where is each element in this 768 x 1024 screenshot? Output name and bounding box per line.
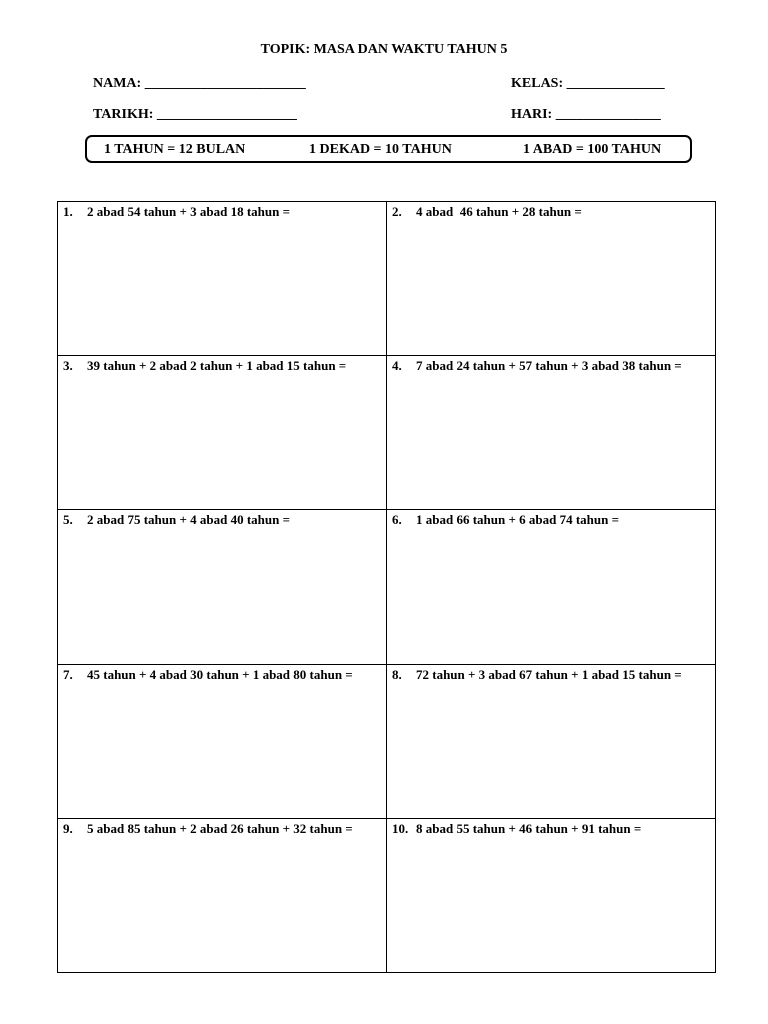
question-number: 10. xyxy=(392,820,409,836)
answer-box-9[interactable] xyxy=(58,819,387,973)
date-field[interactable]: TARIKH: ____________________ xyxy=(93,107,297,122)
question-number: 9. xyxy=(63,820,73,836)
question-text: 2 abad 75 tahun + 4 abad 40 tahun = xyxy=(87,512,291,528)
question-text: 7 abad 24 tahun + 57 tahun + 3 abad 38 tahun = xyxy=(416,358,682,374)
question-text: 1 abad 66 tahun + 6 abad 74 tahun = xyxy=(416,512,620,528)
question-text: 8 abad 55 tahun + 46 tahun + 91 tahun = xyxy=(416,820,642,836)
question-number: 1. xyxy=(63,204,73,219)
worksheet-title: TOPIK: MASA DAN WAKTU TAHUN 5 xyxy=(260,42,508,57)
answer-box-4[interactable] xyxy=(387,356,716,510)
question-8 xyxy=(392,667,713,683)
answer-box-10[interactable] xyxy=(387,819,716,973)
conversion-century-year: 1 ABAD = 100 TAHUN xyxy=(523,142,662,157)
question-text: 2 abad 54 tahun + 3 abad 18 tahun = xyxy=(87,204,291,219)
question-text: 4 abad 46 tahun + 28 tahun = xyxy=(416,204,582,219)
question-number: 7. xyxy=(63,666,73,682)
day-field[interactable]: HARI: _______________ xyxy=(511,107,661,122)
question-1 xyxy=(63,204,384,220)
question-text: 5 abad 85 tahun + 2 abad 26 tahun + 32 tahun = xyxy=(87,820,353,836)
question-number: 3. xyxy=(63,358,73,374)
answer-box-1[interactable] xyxy=(58,202,387,356)
question-10 xyxy=(392,821,713,837)
answer-box-5[interactable] xyxy=(58,510,387,664)
question-9 xyxy=(63,821,384,837)
question-text: 39 tahun + 2 abad 2 tahun + 1 abad 15 tahun = xyxy=(87,358,347,374)
answer-box-3[interactable] xyxy=(58,356,387,510)
question-number: 6. xyxy=(392,512,402,528)
answer-box-7[interactable] xyxy=(58,665,387,819)
question-text: 45 tahun + 4 abad 30 tahun + 1 abad 80 tahun = xyxy=(87,666,353,682)
conversion-year-month: 1 TAHUN = 12 BULAN xyxy=(104,142,246,157)
question-text: 72 tahun + 3 abad 67 tahun + 1 abad 15 tahun = xyxy=(416,666,682,682)
name-field[interactable]: NAMA: _______________________ xyxy=(93,76,306,91)
question-number: 5. xyxy=(63,512,73,528)
answer-box-6[interactable] xyxy=(387,510,716,664)
conversion-box xyxy=(85,135,692,163)
question-grid xyxy=(57,201,716,973)
question-7 xyxy=(63,667,384,683)
question-number: 4. xyxy=(392,358,402,374)
question-3 xyxy=(63,358,384,374)
conversion-decade-year: 1 DEKAD = 10 TAHUN xyxy=(309,142,452,157)
question-5 xyxy=(63,512,384,528)
answer-box-8[interactable] xyxy=(387,665,716,819)
question-6 xyxy=(392,512,713,528)
question-number: 2. xyxy=(392,204,402,219)
question-number: 8. xyxy=(392,666,402,682)
answer-box-2[interactable] xyxy=(387,202,716,356)
class-field[interactable]: KELAS: ______________ xyxy=(511,76,665,91)
question-4 xyxy=(392,358,713,374)
question-2 xyxy=(392,204,713,220)
